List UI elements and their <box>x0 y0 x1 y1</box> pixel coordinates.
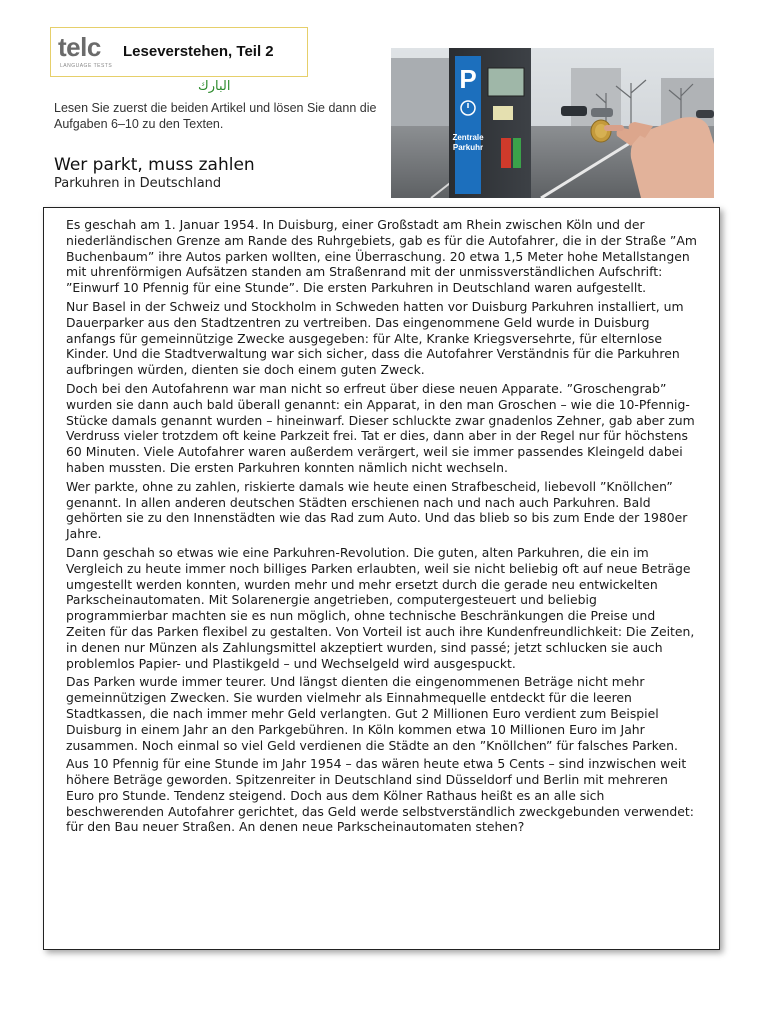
article-paragraph: Dann geschah so etwas wie eine Parkuhren-Revolution. Die guten, alten Parkuhren, die ein im Vergleich zu heute immer noch billiges Parken erlaubten, weil sie nicht beliebig oft auf neue Beträge umgestellt werden konnten, wurden mehr und mehr ersetzt durch die gerade neu entwickelten Parkscheinautomaten. Mit Solarenergie angetrieben, computergesteuert und beliebig programmierbar machten sie es nun möglich, ohne technische Beschränkungen die Preise und Zeiten für das Parken flexibel zu gestalten. Von Vorteil ist auch ihre Kundenfreundlichkeit: Die Zeiten, in denen nur Münzen als Zahlungsmittel akzeptiert wurden, sind passé; jetzt schlucken sie auch problemlos Papier- und Plastikgeld – und Wechselgeld wird ausgespuckt. <box>66 544 695 671</box>
telc-logo-box <box>50 27 308 77</box>
instructions-text: Lesen Sie zuerst die beiden Artikel und lösen Sie dann die Aufgaben 6–10 zu den Texten. <box>54 101 377 131</box>
article-body <box>43 207 720 950</box>
article-subtitle: Parkuhren in Deutschland <box>54 176 222 191</box>
article-paragraph: Nur Basel in der Schweiz und Stockholm in Schweden hatten vor Duisburg Parkuhren installiert, um Dauerparker aus den Stadtzentren zu vertreiben. Das eingenommene Geld wurde in Duisburg anfangs für gemeinnützige Zwecke ausgegeben: für Alte, Kranke Kriegsversehrte, für elternlose Kinder. Und die Stadtverwaltung war sich sicher, dass die Autofahrer Verständnis für die Parkuhren aufbringen würden, dienten sie doch einem guten Zweck. <box>66 298 684 378</box>
telc-logo-subtext: LANGUAGE TESTS <box>60 63 113 69</box>
sign-label-bottom: Parkuhr <box>452 143 484 152</box>
telc-logo: telc <box>58 32 101 62</box>
article-paragraph: Das Parken wurde immer teurer. Und längst dienten die eingenommenen Beträge nicht mehr gemeinnützigen Zwecken. Sie wurden vielmehr als Einnahmequelle entdeckt für die leeren Stadtkassen, die nach immer mehr Geld verlangten. Gut 2 Millionen Euro verdient zum Beispiel Duisburg in einem Jahr an den Parkgebühren. In Köln kommen etwa 10 Millionen Euro im Jahr zusammen. Noch einmal so viel Geld verdienen die Städte an den ”Knöllchen” für falsches Parken. <box>66 674 678 753</box>
sign-label-top: Zentrale <box>452 133 484 142</box>
article-paragraph: Aus 10 Pfennig für eine Stunde im Jahr 1954 – das wären heute etwa 5 Cents – sind inzwischen weit höhere Beträge geworden. Spitzenreiter in Deutschland sind Düsseldorf und Berlin mit mehreren Euro pro Stunde. Tendenz steigend. Doch aus dem Kölner Rathaus heißt es an alle sich beschwerenden Autofahrer gerichtet, das Geld werde selbstverständlich zweckgebunden verwendet: für den Bau neuer Straßen. An denen neue Parkscheinautomaten stehen? <box>66 756 694 835</box>
handwritten-annotation: البارك <box>198 79 231 94</box>
article-paragraph: Doch bei den Autofahrenn war man nicht so erfreut über diese neuen Apparate. ”Groschengrab” wurden sie dann auch bald überall genannt: ein Apparat, in den man Groschen – wie die 10-Pfennig-Stücke damals genannt wurden – hineinwarf. Dieser schluckte zwar gnadenlos Zehner, gab aber zum Verdruss vieler trotzdem oft keine Parkzeit frei. Tat er dies, dann aber in der Regel nur für höchstens 60 Minuten. Viele Autofahrer waren außerdem verärgert, weil sie immer passendes Kleingeld dabei haben mussten. Die ersten Parkuhren konnten nämlich nicht wechseln. <box>66 380 695 475</box>
parking-meter-photo <box>391 48 714 198</box>
section-title: Leseverstehen, Teil 2 <box>123 43 274 60</box>
article-title: Wer parkt, muss zahlen <box>54 155 255 175</box>
article-paragraph: Wer parkte, ohne zu zahlen, riskierte damals wie heute einen Strafbescheid, liebevoll ”Knöllchen” genannt. In allen anderen deutschen Städten erschienen nach und nach auch Parkuhren. Bald gehörten sie zu den Innenstädten wie das Rad zum Auto. Und das blieb so bis zum Ende der 1980er Jahre. <box>66 478 688 542</box>
sign-letter: P <box>459 64 477 94</box>
article-paragraph: Es geschah am 1. Januar 1954. In Duisburg, einer Großstadt am Rhein zwischen Köln und der niederländischen Grenze am Rande des Ruhrgebiets, gab es für die Autofahrer, die in der Straße ”Am Buchenbaum” ihre Autos parken wollten, eine Überraschung. 20 etwa 1,5 Meter hohe Metallstangen mit uhrenförmigen Aufsätzen standen am Straßenrand mit der unmissverständlichen Aufschrift: ”Einwurf 10 Pfennig für eine Stunde”. Die ersten Parkuhren in Deutschland waren aufgestellt. <box>66 217 697 296</box>
